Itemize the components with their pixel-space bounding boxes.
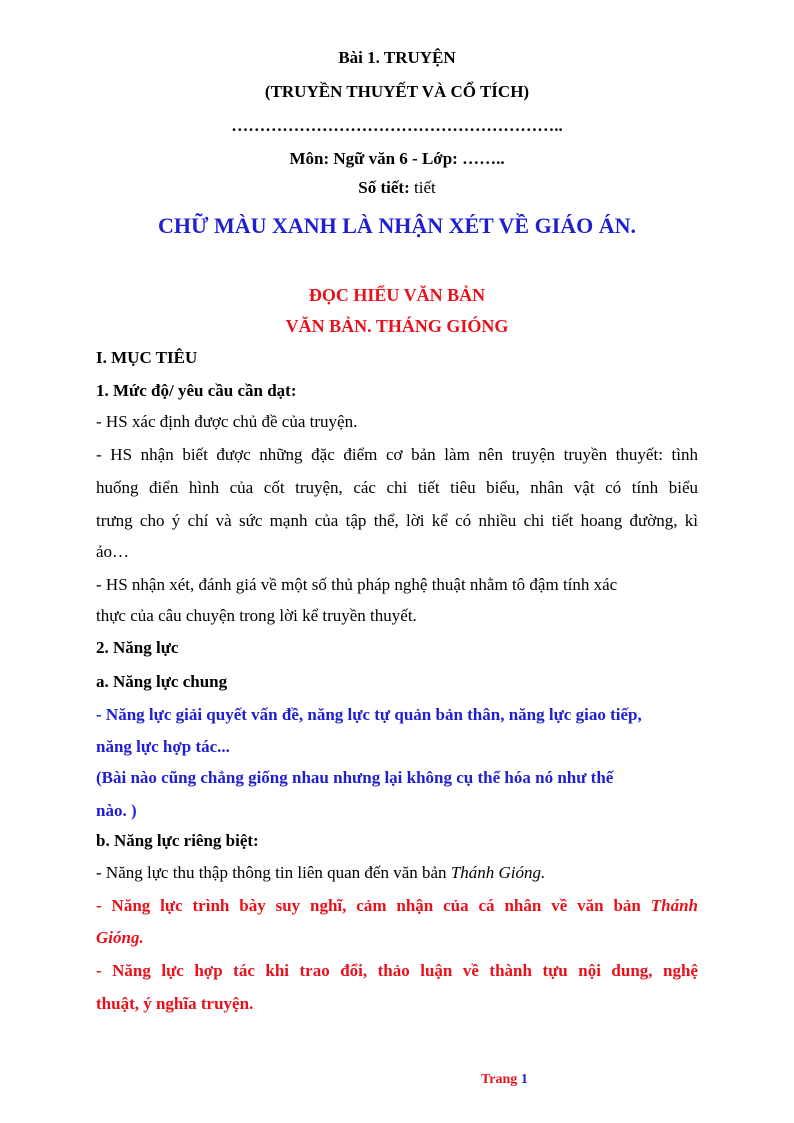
specific-competence-2-line-2 (96, 928, 144, 948)
page-label: Trang (481, 1072, 518, 1087)
specific-competence-2-italic-cont: Gióng. (96, 928, 144, 947)
review-comment-line-2: nào. ) (96, 801, 137, 820)
specific-competence-2-line-1 (96, 896, 698, 916)
lesson-title: Bài 1. TRUYỆN (338, 48, 456, 67)
reading-heading: ĐỌC HIỂU VĂN BẢN (308, 285, 486, 305)
requirement-2-line-2: huống điển hình của cốt truyện, các chi tiết tiêu biểu, nhân vật có tính biểu (96, 478, 698, 497)
genre-title: (TRUYỀN THUYẾT VÀ CỔ TÍCH) (264, 82, 530, 101)
general-competence-line-2: năng lực hợp tác... (96, 737, 230, 756)
class-placeholder: …….. (457, 149, 505, 168)
specific-competence-3-line-2: thuật, ý nghĩa truyện. (96, 994, 254, 1013)
page-number: 1 (520, 1072, 528, 1087)
periods-label: Số tiết: (358, 178, 410, 197)
requirement-2-line-1: - HS nhận biết được những đặc điểm cơ bản làm nên truyện truyền thuyết: tình (96, 445, 698, 464)
specific-competence-1-text: - Năng lực thu thập thông tin liên quan đến văn bản (96, 863, 451, 882)
section-title-objectives: I. MỤC TIÊU (96, 348, 198, 367)
subject-line (0, 149, 794, 169)
subject-label: Môn: Ngữ văn 6 - Lớp: (289, 149, 458, 168)
requirement-3-line-1: - HS nhận xét, đánh giá về một số thủ pháp nghệ thuật nhằm tô đậm tính xác (96, 575, 618, 594)
dotted-line: ………………………………………………….. (231, 116, 563, 135)
periods-value: tiết (409, 178, 436, 197)
notice-banner: CHỮ MÀU XANH LÀ NHẬN XÉT VỀ GIÁO ÁN. (157, 213, 637, 238)
general-competence-line-1: - Năng lực giải quyết vấn đề, năng lực tự quản bản thân, năng lực giao tiếp, (96, 705, 642, 724)
review-comment-line-1: (Bài nào cũng chẳng giống nhau nhưng lại không cụ thể hóa nó như thế (96, 768, 614, 787)
periods-line (0, 178, 794, 198)
specific-competence-2-italic: Thánh (650, 896, 698, 915)
requirement-3-line-2: thực của câu chuyện trong lời kể truyền thuyết. (96, 606, 417, 625)
subsection-requirements: 1. Mức độ/ yêu cầu cần dạt: (96, 381, 297, 400)
specific-competence-1 (96, 863, 545, 883)
specific-competence-3-line-1: - Năng lực hợp tác khi trao đổi, thảo luận về thành tựu nội dung, nghệ (96, 961, 698, 980)
requirement-2-line-3: trưng cho ý chí và sức mạnh của tập thể, lời kể có nhiều chi tiết hoang đường, kì (96, 511, 698, 530)
specific-competence-2-text: - Năng lực trình bày suy nghĩ, cảm nhận của cá nhân về văn bản (96, 896, 651, 915)
page-footer (481, 1072, 528, 1088)
general-competence-title: a. Năng lực chung (96, 672, 228, 691)
text-title: VĂN BẢN. THÁNG GIÓNG (285, 316, 509, 336)
requirement-1: - HS xác định được chủ đề của truyện. (96, 412, 358, 431)
requirement-2-line-4: ảo… (96, 542, 130, 561)
subsection-competence: 2. Năng lực (96, 638, 179, 657)
specific-competence-title: b. Năng lực riêng biệt: (96, 831, 259, 850)
specific-competence-1-italic: Thánh Gióng. (450, 863, 546, 882)
